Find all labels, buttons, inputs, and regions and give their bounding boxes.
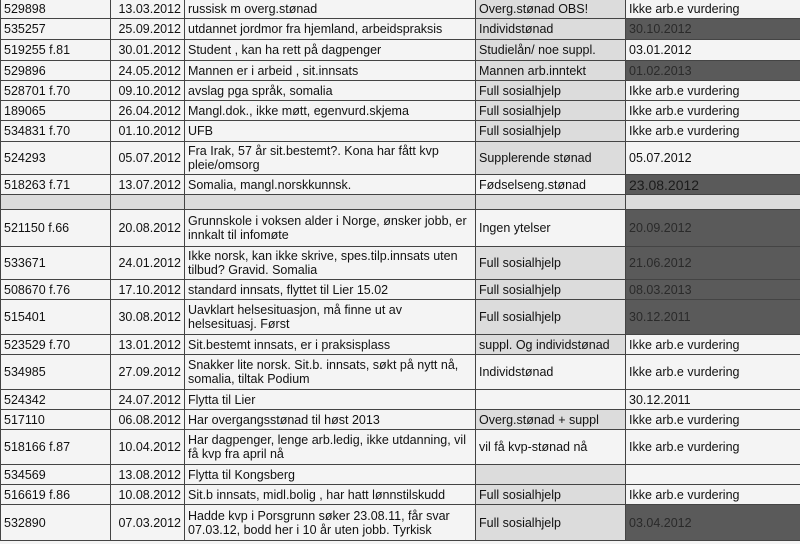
description-cell: Sit.bestemt innsats, er i praksisplass xyxy=(185,335,476,355)
support-cell: Full sosialhjelp xyxy=(476,280,626,300)
support-cell: Mannen arb.inntekt xyxy=(476,61,626,81)
table-row xyxy=(1,142,800,175)
table-body xyxy=(1,0,800,541)
table-row xyxy=(1,485,800,505)
evaluation-cell: 21.06.2012 xyxy=(626,247,800,280)
support-cell: Full sosialhjelp xyxy=(476,81,626,101)
description-cell: Fra Irak, 57 år sit.bestemt?. Kona har fått kvp pleie/omsorg xyxy=(185,142,476,175)
client-id-cell: 518166 f.87 xyxy=(1,430,111,465)
description-cell: Student , kan ha rett på dagpenger xyxy=(185,40,476,61)
table-row xyxy=(1,101,800,121)
description-cell: Hadde kvp i Porsgrunn søker 23.08.11, får svar 07.03.12, bodd her i 10 år uten jobb. Tyrkisk xyxy=(185,505,476,541)
client-id-cell: 529898 xyxy=(1,0,111,19)
description-cell: Somalia, mangl.norskkunnsk. xyxy=(185,175,476,195)
support-cell: Supplerende stønad xyxy=(476,142,626,175)
client-id-cell: 521150 f.66 xyxy=(1,210,111,247)
evaluation-cell: 01.02.2013 xyxy=(626,61,800,81)
client-id-cell xyxy=(1,195,111,210)
description-cell: Sit.b innsats, midl.bolig , har hatt lønnstilskudd xyxy=(185,485,476,505)
client-id-cell: 189065 xyxy=(1,101,111,121)
evaluation-cell: Ikke arb.e vurdering xyxy=(626,410,800,430)
support-cell: Ingen ytelser xyxy=(476,210,626,247)
evaluation-cell: Ikke arb.e vurdering xyxy=(626,430,800,465)
client-id-cell: 519255 f.81 xyxy=(1,40,111,61)
evaluation-cell: 08.03.2013 xyxy=(626,280,800,300)
evaluation-cell: 30.12.2011 xyxy=(626,390,800,410)
table-row xyxy=(1,390,800,410)
description-cell: standard innsats, flyttet til Lier 15.02 xyxy=(185,280,476,300)
table-row xyxy=(1,195,800,210)
date-cell: 30.01.2012 xyxy=(111,40,185,61)
description-cell: avslag pga språk, somalia xyxy=(185,81,476,101)
table-row xyxy=(1,335,800,355)
date-cell: 10.04.2012 xyxy=(111,430,185,465)
client-id-cell: 524293 xyxy=(1,142,111,175)
date-cell: 20.08.2012 xyxy=(111,210,185,247)
table-row xyxy=(1,61,800,81)
table-row xyxy=(1,0,800,19)
description-cell: Flytta til Lier xyxy=(185,390,476,410)
client-id-cell: 515401 xyxy=(1,300,111,335)
table-row xyxy=(1,175,800,195)
evaluation-cell xyxy=(626,195,800,210)
table-row xyxy=(1,247,800,280)
support-cell: Individstønad xyxy=(476,355,626,390)
evaluation-cell: Ikke arb.e vurdering xyxy=(626,121,800,142)
evaluation-cell: 23.08.2012 xyxy=(626,175,800,195)
client-id-cell: 534569 xyxy=(1,465,111,485)
support-cell: Full sosialhjelp xyxy=(476,505,626,541)
evaluation-cell xyxy=(626,465,800,485)
support-cell xyxy=(476,465,626,485)
client-id-cell: 523529 f.70 xyxy=(1,335,111,355)
date-cell: 05.07.2012 xyxy=(111,142,185,175)
date-cell: 24.07.2012 xyxy=(111,390,185,410)
description-cell: Grunnskole i voksen alder i Norge, ønsker jobb, er innkalt til infomøte xyxy=(185,210,476,247)
date-cell: 10.08.2012 xyxy=(111,485,185,505)
support-cell: Full sosialhjelp xyxy=(476,247,626,280)
evaluation-cell: Ikke arb.e vurdering xyxy=(626,485,800,505)
client-id-cell: 529896 xyxy=(1,61,111,81)
client-id-cell: 528701 f.70 xyxy=(1,81,111,101)
support-cell: Fødselseng.stønad xyxy=(476,175,626,195)
support-cell: Studielån/ noe suppl. xyxy=(476,40,626,61)
description-cell: Flytta til Kongsberg xyxy=(185,465,476,485)
support-cell xyxy=(476,390,626,410)
evaluation-cell: Ikke arb.e vurdering xyxy=(626,335,800,355)
date-cell: 30.08.2012 xyxy=(111,300,185,335)
date-cell: 17.10.2012 xyxy=(111,280,185,300)
description-cell: UFB xyxy=(185,121,476,142)
description-cell: russisk m overg.stønad xyxy=(185,0,476,19)
table-row xyxy=(1,81,800,101)
client-id-cell: 516619 f.86 xyxy=(1,485,111,505)
date-cell: 09.10.2012 xyxy=(111,81,185,101)
description-cell: utdannet jordmor fra hjemland, arbeidspraksis xyxy=(185,19,476,40)
date-cell: 01.10.2012 xyxy=(111,121,185,142)
support-cell: Individstønad xyxy=(476,19,626,40)
date-cell: 26.04.2012 xyxy=(111,101,185,121)
description-cell: Ikke norsk, kan ikke skrive, spes.tilp.innsats uten tilbud? Gravid. Somalia xyxy=(185,247,476,280)
client-id-cell: 518263 f.71 xyxy=(1,175,111,195)
date-cell: 13.01.2012 xyxy=(111,335,185,355)
client-id-cell: 508670 f.76 xyxy=(1,280,111,300)
date-cell: 13.07.2012 xyxy=(111,175,185,195)
date-cell: 24.01.2012 xyxy=(111,247,185,280)
description-cell: Mannen er i arbeid , sit.innsats xyxy=(185,61,476,81)
evaluation-cell: Ikke arb.e vurdering xyxy=(626,81,800,101)
support-cell: Full sosialhjelp xyxy=(476,300,626,335)
evaluation-cell: 20.09.2012 xyxy=(626,210,800,247)
table-row xyxy=(1,280,800,300)
date-cell: 06.08.2012 xyxy=(111,410,185,430)
table-row xyxy=(1,300,800,335)
description-cell xyxy=(185,195,476,210)
description-cell: Har overgangsstønad til høst 2013 xyxy=(185,410,476,430)
date-cell: 13.08.2012 xyxy=(111,465,185,485)
client-id-cell: 533671 xyxy=(1,247,111,280)
table-row xyxy=(1,121,800,142)
client-id-cell: 532890 xyxy=(1,505,111,541)
evaluation-cell: 03.04.2012 xyxy=(626,505,800,541)
evaluation-cell: 30.10.2012 xyxy=(626,19,800,40)
support-cell: vil få kvp-stønad nå xyxy=(476,430,626,465)
support-cell: suppl. Og individstønad xyxy=(476,335,626,355)
table-row xyxy=(1,19,800,40)
client-id-cell: 517110 xyxy=(1,410,111,430)
table-row xyxy=(1,430,800,465)
table-row xyxy=(1,40,800,61)
description-cell: Uavklart helsesituasjon, må finne ut av helsesituasj. Først xyxy=(185,300,476,335)
table-row xyxy=(1,465,800,485)
description-cell: Har dagpenger, lenge arb.ledig, ikke utdanning, vil få kvp fra april nå xyxy=(185,430,476,465)
evaluation-cell: 03.01.2012 xyxy=(626,40,800,61)
table-row xyxy=(1,355,800,390)
date-cell: 27.09.2012 xyxy=(111,355,185,390)
date-cell: 24.05.2012 xyxy=(111,61,185,81)
date-cell xyxy=(111,195,185,210)
evaluation-cell: 05.07.2012 xyxy=(626,142,800,175)
table-row xyxy=(1,210,800,247)
table-row xyxy=(1,410,800,430)
client-id-cell: 534985 xyxy=(1,355,111,390)
evaluation-cell: Ikke arb.e vurdering xyxy=(626,0,800,19)
support-cell: Full sosialhjelp xyxy=(476,121,626,142)
date-cell: 13.03.2012 xyxy=(111,0,185,19)
description-cell: Snakker lite norsk. Sit.b. innsats, søkt på nytt nå, somalia, tiltak Podium xyxy=(185,355,476,390)
client-id-cell: 535257 xyxy=(1,19,111,40)
evaluation-cell: Ikke arb.e vurdering xyxy=(626,101,800,121)
evaluation-cell: Ikke arb.e vurdering xyxy=(626,355,800,390)
support-cell: Overg.stønad OBS! xyxy=(476,0,626,19)
description-cell: Mangl.dok., ikke møtt, egenvurd.skjema xyxy=(185,101,476,121)
support-cell xyxy=(476,195,626,210)
date-cell: 25.09.2012 xyxy=(111,19,185,40)
support-cell: Full sosialhjelp xyxy=(476,101,626,121)
table-row xyxy=(1,505,800,541)
client-id-cell: 524342 xyxy=(1,390,111,410)
date-cell: 07.03.2012 xyxy=(111,505,185,541)
evaluation-cell: 30.12.2011 xyxy=(626,300,800,335)
support-cell: Overg.stønad + suppl xyxy=(476,410,626,430)
support-cell: Full sosialhjelp xyxy=(476,485,626,505)
client-id-cell: 534831 f.70 xyxy=(1,121,111,142)
